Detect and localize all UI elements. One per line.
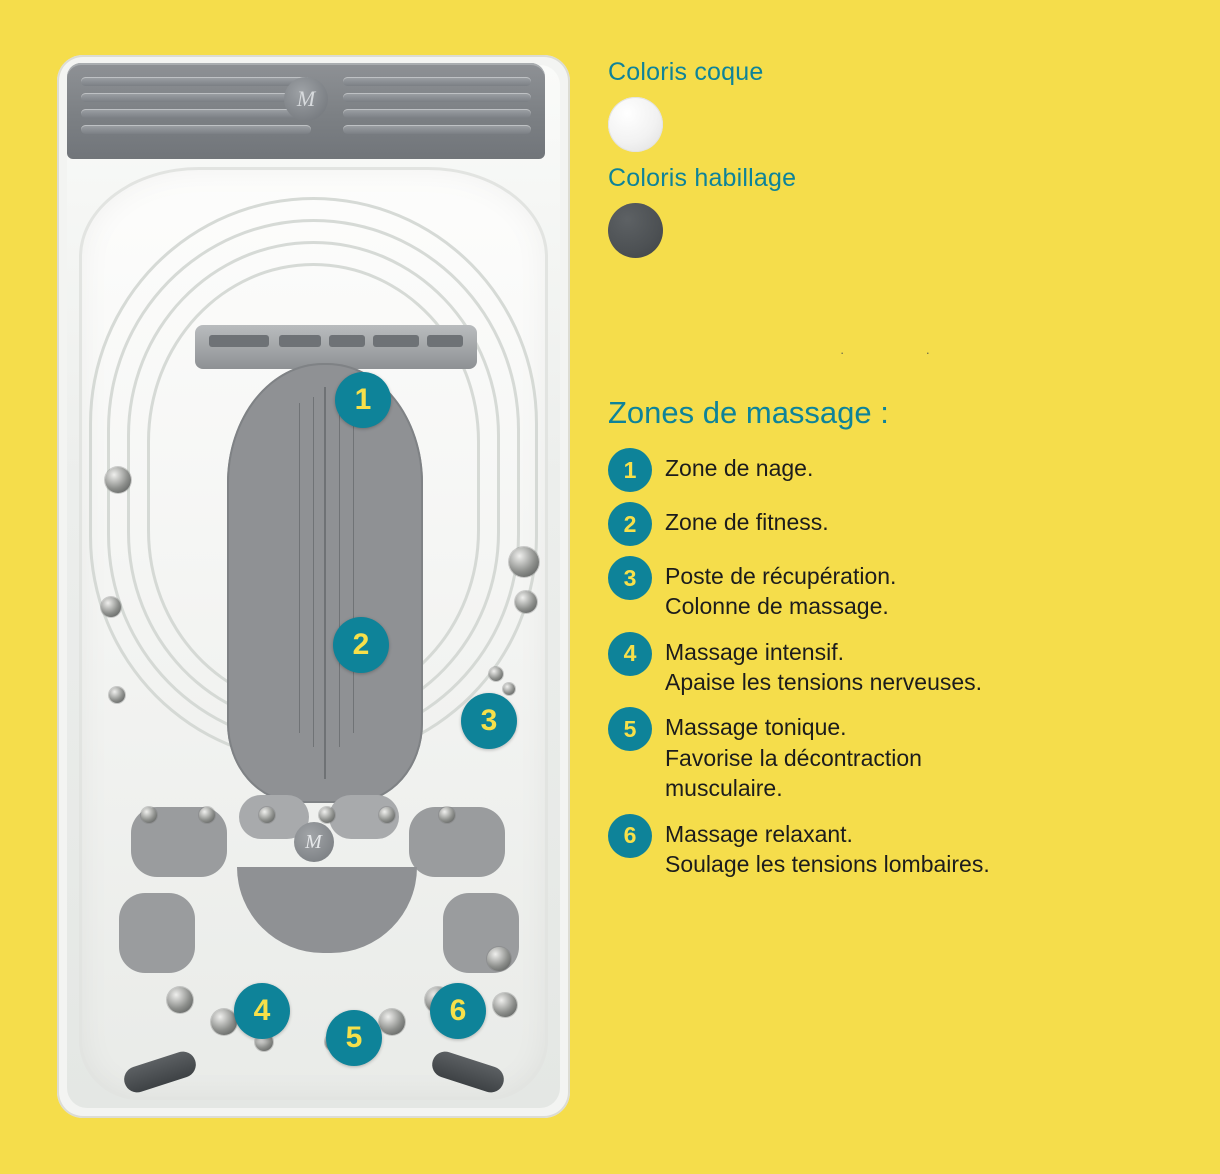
zone-description-5 (665, 707, 922, 803)
zone-item-4 (608, 632, 1198, 698)
spa-badge-5: 5 (326, 1010, 382, 1066)
cabinet-color-swatch (608, 203, 663, 258)
zone-line: Colonne de massage. (665, 593, 889, 620)
zone-line: Soulage les tensions lombaires. (665, 850, 990, 877)
spa-lounge-seat (237, 867, 417, 953)
zone-line: Massage tonique. (665, 714, 847, 741)
zone-number-4: 4 (608, 632, 652, 676)
shell-color-swatch (608, 97, 663, 152)
zone-line: Apaise les tensions nerveuses. (665, 669, 983, 696)
spa-basin (79, 167, 548, 1100)
separator-dots (840, 345, 930, 360)
zone-line: musculaire. (665, 775, 783, 802)
zone-line: Massage intensif. (665, 638, 844, 665)
zone-item-5 (608, 707, 1198, 803)
spa-badge-3: 3 (461, 693, 517, 749)
spa-product-illustration (57, 55, 570, 1118)
separator-dot-1: · (840, 345, 845, 360)
zone-number-1: 1 (608, 448, 652, 492)
zone-number-5: 5 (608, 707, 652, 751)
spa-badge-4: 4 (234, 983, 290, 1039)
shell-color-title: Coloris coque (608, 58, 764, 86)
spa-badge-1: 1 (335, 372, 391, 428)
zone-line: Favorise la décontraction (665, 744, 922, 771)
zone-line: Zone de nage. (665, 455, 814, 481)
zone-line: Massage relaxant. (665, 820, 853, 847)
cabinet-color-group (608, 164, 796, 258)
zone-item-1 (608, 448, 1198, 492)
zone-description-2 (665, 502, 829, 537)
spa-headrest (195, 325, 477, 369)
zone-description-3 (665, 556, 896, 622)
separator-dot-2: · (925, 345, 930, 360)
zone-line: Zone de fitness. (665, 509, 829, 535)
zone-number-2: 2 (608, 502, 652, 546)
zone-description-1 (665, 448, 813, 483)
spa-badge-6: 6 (430, 983, 486, 1039)
legend-column (608, 0, 1208, 1174)
zone-line: Poste de récupération. (665, 563, 897, 589)
zone-item-6 (608, 814, 1198, 880)
zone-number-3: 3 (608, 556, 652, 600)
zone-item-3 (608, 556, 1198, 622)
zones-title: Zones de massage : (608, 395, 889, 430)
brand-logo-top-icon: M (284, 77, 328, 121)
zone-description-6 (665, 814, 990, 880)
cabinet-color-title: Coloris habillage (608, 164, 797, 192)
zone-description-4 (665, 632, 982, 698)
zone-number-6: 6 (608, 814, 652, 858)
brand-logo-bottom-icon: M (294, 822, 334, 862)
shell-color-group (608, 58, 763, 152)
spa-top-panel (67, 63, 545, 159)
spa-badge-2: 2 (333, 617, 389, 673)
zones-list (608, 448, 1198, 889)
zone-item-2 (608, 502, 1198, 546)
spa-swim-floor (227, 363, 423, 803)
